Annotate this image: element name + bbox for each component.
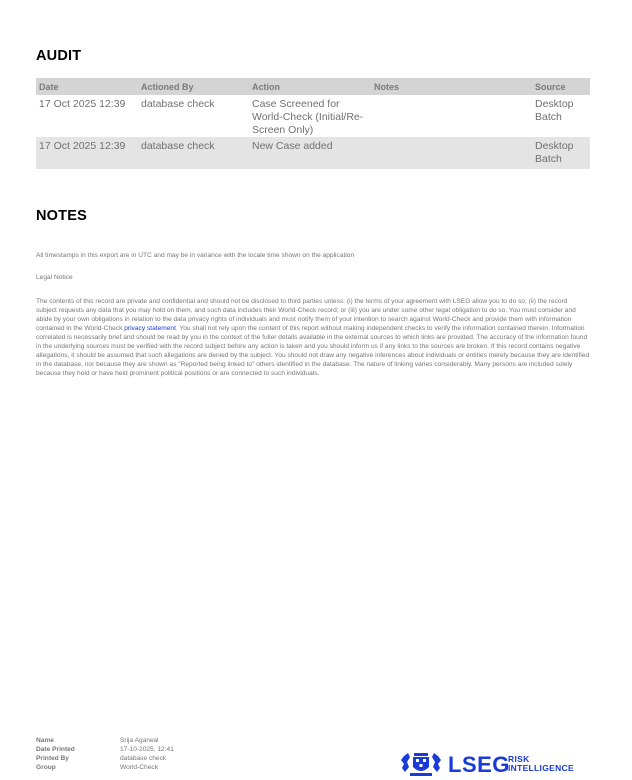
print-footer (36, 736, 174, 772)
column-header-actioned-by: Actioned By (141, 81, 194, 92)
cell-action: New Case added (252, 140, 333, 152)
column-header-notes: Notes (374, 81, 400, 92)
privacy-statement-link[interactable]: privacy statement (124, 325, 176, 332)
column-header-action: Action (252, 81, 280, 92)
legal-notice-text (36, 297, 590, 378)
cell-notes (371, 137, 532, 169)
audit-title: AUDIT (36, 48, 82, 64)
footer-group-value: World-Check (120, 764, 158, 771)
footer-name-label: Name (36, 737, 54, 744)
cell-date: 17 Oct 2025 12:39 (39, 140, 126, 152)
column-header-date: Date (39, 81, 59, 92)
legal-notice-label: Legal Notice (36, 274, 73, 281)
column-header-source: Source (535, 81, 566, 92)
footer-name-value: Srija Agarwal (120, 737, 159, 744)
audit-table (36, 78, 590, 169)
legal-text-part-1: The contents of this record are private and confidential and should not be disclosed to third parties unless: (i) the terms of your agreement with LSEG allow you to do so; (ii) the record subject requests any data that you may hold on them, and such data includes their World-Check record; or (iii) you are under some other legal obligation to do so. You must consider and abide by your own obligations in relation to the data privacy rights of individuals and must notify them of your intention to search against World-Check and provide them with information contained in the World-Check (36, 298, 576, 332)
legal-text-part-2: . You shall not rely upon the content of this report without making independent checks to verify the information contained therein. Information correlated is necessarily brief and should be read by you in the context of the fuller details available in the external sources to which links are provided. The accuracy of the information found in the underlying sources must be verified with the record subject before any action is taken and you should inform us if any links to the sources are broken. If this record contains negative allegations, it should be assumed that such allegations are denied by the subject. You should not draw any negative inferences about individuals or entities merely because they are identified in the database, nor because they are shown as "Reported being linked to" others identified in the database. The nature of linking varies considerably. Many persons are included solely because they hold or have held prominent political positions or are connected to such individuals. (36, 325, 590, 377)
cell-source: Desktop Batch (535, 98, 574, 123)
lseg-wordmark: LSEG (448, 752, 510, 777)
lseg-logo (400, 750, 580, 778)
footer-printed-by-label: Printed By (36, 755, 69, 762)
cell-source: Desktop Batch (535, 140, 574, 165)
cell-notes (371, 95, 532, 137)
risk-intelligence-wordmark (508, 755, 574, 773)
footer-date-value: 17-10-2025, 12:41 (120, 746, 174, 753)
timezone-note: All timestamps in this export are in UTC and may be in variance with the locale time shown on the application (36, 252, 355, 259)
footer-date-label: Date Printed (36, 746, 75, 753)
footer-group-label: Group (36, 764, 56, 771)
logo-line-1: RISK (508, 754, 530, 764)
notes-title: NOTES (36, 208, 87, 224)
table-row (36, 95, 590, 137)
cell-actioned-by: database check (141, 140, 215, 152)
cell-actioned-by: database check (141, 98, 215, 110)
footer-printed-by-value: database check (120, 755, 167, 762)
table-row (36, 137, 590, 169)
audit-table-header (36, 78, 590, 95)
cell-date: 17 Oct 2025 12:39 (39, 98, 126, 110)
logo-line-2: INTELLIGENCE (508, 763, 574, 773)
crest-icon (400, 750, 442, 778)
cell-action: Case Screened for World-Check (Initial/Re-Screen Only) (252, 98, 364, 136)
